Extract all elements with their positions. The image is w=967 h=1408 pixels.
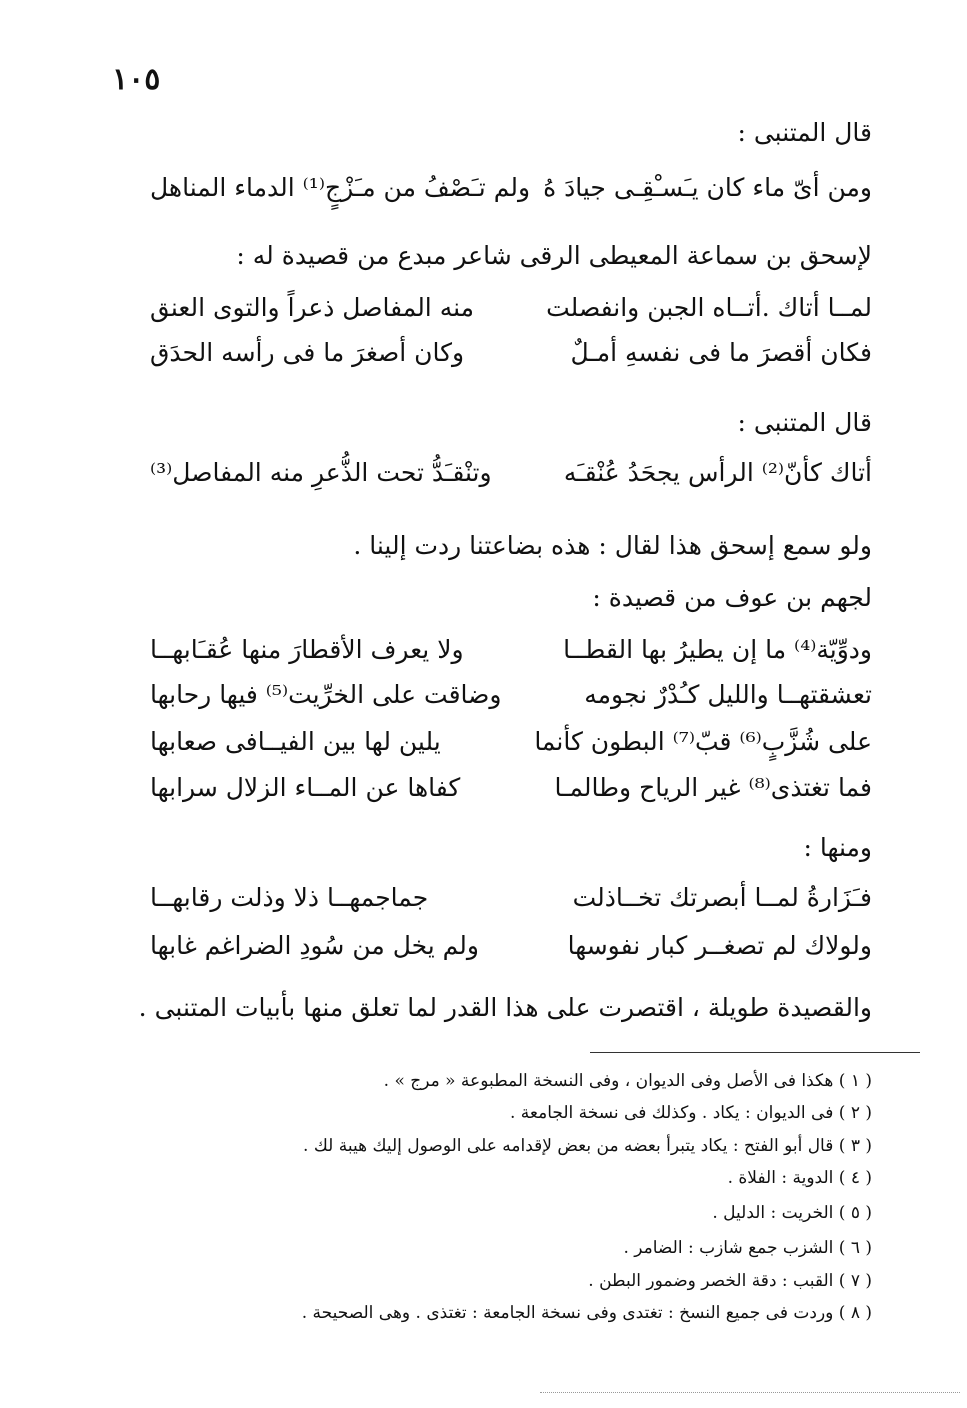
footnote: ( ٢ ) فى الديوان : يكاد . وكذلك فى نسخة الجامعة . <box>509 1103 872 1123</box>
paragraph: والقصيدة طويلة ، اقتصرت على هذا القدر لما تعلق منها بأبيات المتنبى . <box>138 993 872 1022</box>
verse-second-hemistich: ولا يعرف الأقطارَ منها عُقـَابهــا <box>150 635 464 664</box>
footnote: ( ٦ ) الشزب جمع شازب : الضامر . <box>623 1238 872 1258</box>
verse-first-hemistich: فـَزَارةُ لمــا أبصرتك تخــاذلت <box>572 883 872 912</box>
verse-first-hemistich: ولولاك لم تصغــر كبار نفوسها <box>567 931 872 960</box>
verse-first-hemistich: فما تغتذى⁽⁸⁾ غير الرياح وطالمـا <box>554 773 872 802</box>
verse-line <box>150 928 872 968</box>
verse-first-hemistich: ومن أىّ ماء كان يـَسـْقِـى جيادَ هُ <box>543 173 872 202</box>
verse-line <box>150 880 872 920</box>
paragraph: ومنها : <box>803 833 872 862</box>
page-number: ١٠٥ <box>112 62 161 97</box>
verse-second-hemistich: جماجمهــا ذلا وذلت رقابهــا <box>150 883 429 912</box>
footnote: ( ٣ ) قال أبو الفتح : يكاد يتبرأ بعضه من بعض لإقدامه على الوصول إليك هيبة لك . <box>303 1136 872 1156</box>
verse-second-hemistich: منه المفاصل ذعراً والتوى العنق <box>150 293 475 322</box>
footnote-divider <box>590 1052 920 1053</box>
verse-first-hemistich: فكان أقصرَ ما فى نفسهِ أمـلٌ <box>570 338 872 367</box>
verse-second-hemistich: وتنْقـَدُّ تحت الذُّعرِ منه المفاصل⁽³⁾ <box>150 458 492 487</box>
paragraph: قال المتنبى : <box>737 118 872 147</box>
footnote: ( ٨ ) وردت فى جميع النسخ : تغتدى وفى نسخة الجامعة : تغتذى . وهى الصحيحة . <box>301 1303 872 1323</box>
verse-first-hemistich: تعشقتهــا والليل كـُدْرٌ نجومه <box>584 680 872 709</box>
paragraph: لإسحق بن سماعة المعيطى الرقى شاعر مبدع من قصيدة له : <box>236 241 872 270</box>
verse-line <box>150 632 872 672</box>
verse-line <box>150 170 872 210</box>
verse-second-hemistich: كفاها عن المــاء الزلال سرابها <box>150 773 461 802</box>
verse-line <box>150 677 872 717</box>
page-edge-line <box>540 1392 960 1393</box>
verse-second-hemistich: وكان أصغرَ ما فى رأسه الحدَق <box>150 338 465 367</box>
footnote: ( ٥ ) الخريت : الدليل . <box>712 1203 872 1223</box>
verse-line <box>150 724 872 764</box>
verse-line <box>150 455 872 495</box>
paragraph: ولو سمع إسحق هذا لقال : هذه بضاعتنا ردت إلينا . <box>353 531 872 560</box>
verse-line <box>150 770 872 810</box>
verse-first-hemistich: ودوِّيّة⁽⁴⁾ ما إن يطيرُ بها القطــا <box>563 635 872 664</box>
verse-line <box>150 290 872 330</box>
paragraph: قال المتنبى : <box>737 408 872 437</box>
verse-second-hemistich: ولم تـَصْفُ من مـَزْجٍ⁽¹⁾ الدماء المناهل <box>150 173 531 202</box>
verse-first-hemistich: على شُزَّبٍ⁽⁶⁾ قبّ⁽⁷⁾ البطون كأنما <box>534 727 872 756</box>
verse-first-hemistich: أتاك كأنّ⁽²⁾ الرأس يجحَدُ عُنْقـَه <box>563 458 872 487</box>
paragraph: لجهم بن عوف من قصيدة : <box>592 583 872 612</box>
verse-second-hemistich: يلين لها بين الفيــافى صعابها <box>150 727 441 756</box>
verse-second-hemistich: ولم يخل من سُودِ الضراغم غابها <box>150 931 479 960</box>
verse-second-hemistich: وضاقت على الخرِّيت⁽⁵⁾ فيها رحابها <box>150 680 502 709</box>
footnote: ( ١ ) هكذا فى الأصل وفى الديوان ، وفى النسخة المطبوعة « مرج » . <box>383 1071 872 1091</box>
verse-first-hemistich: لمــا أتاك .أتــاه الجبن وانفصلت <box>546 293 872 322</box>
footnote: ( ٤ ) الدوية : الفلاة . <box>727 1168 872 1188</box>
footnote: ( ٧ ) القبب : دقة الخصر وضمور البطن . <box>588 1271 872 1291</box>
verse-line <box>150 335 872 375</box>
